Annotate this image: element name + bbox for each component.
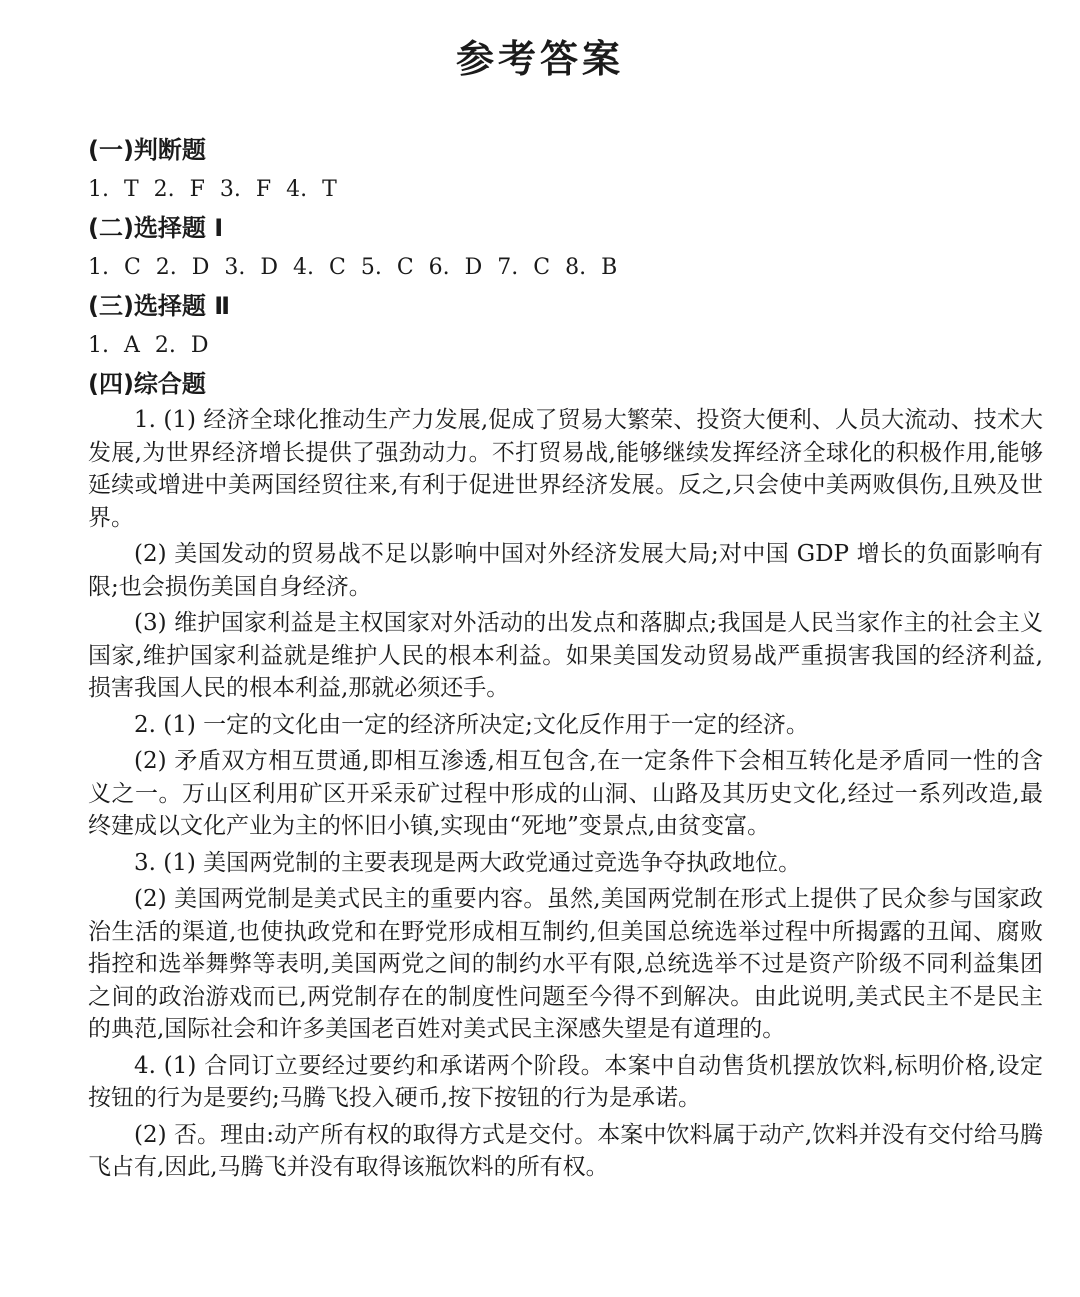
answer-paragraph: (2) 美国两党制是美式民主的重要内容。虽然,美国两党制在形式上提供了民众参与国家政治生活的渠道,也使执政党和在野党形成相互制约,但美国总统选举过程中所揭露的丑闻、腐败指控和选举舞弊等表明,美国两党之间的制约水平有限,总统选举不过是资产阶级不同利益集团之间的政治游戏而已,两党制存在的制度性问题至今得不到解决。由此说明,美式民主不是民主的典范,国际社会和许多美国老百姓对美式民主深感失望是有道理的。 xyxy=(88,886,1043,1042)
answer-paragraph: 2. (1) 一定的文化由一定的经济所决定;文化反作用于一定的经济。 xyxy=(134,711,809,738)
section-heading-choice-2: (三)选择题 Ⅱ xyxy=(88,292,231,320)
section-heading-judgment: (一)判断题 xyxy=(88,136,206,164)
answer-paragraph: (2) 否。理由:动产所有权的取得方式是交付。本案中饮料属于动产,饮料并没有交付给马腾飞占有,因此,马腾飞并没有取得该瓶饮料的所有权。 xyxy=(88,1121,1043,1180)
answer-content xyxy=(88,131,1043,1188)
choice-2-answers: 1. A 2. D xyxy=(88,333,209,358)
page-title: 参考答案 xyxy=(455,37,624,81)
answer-paragraph: 3. (1) 美国两党制的主要表现是两大政党通过竞选争夺执政地位。 xyxy=(134,849,802,876)
section-heading-comprehensive: (四)综合题 xyxy=(88,370,206,398)
answer-paragraph: 1. (1) 经济全球化推动生产力发展,促成了贸易大繁荣、投资大便利、人员大流动、技术大发展,为世界经济增长提供了强劲动力。不打贸易战,能够继续发挥经济全球化的积极作用,能够延续或增进中美两国经贸往来,有利于促进世界经济发展。反之,只会使中美两败俱伤,且殃及世界。 xyxy=(88,407,1043,531)
judgment-answers: 1. T 2. F 3. F 4. T xyxy=(88,177,337,202)
answer-paragraph: (2) 美国发动的贸易战不足以影响中国对外经济发展大局;对中国 GDP 增长的负面影响有限;也会损伤美国自身经济。 xyxy=(88,541,1043,600)
answer-paragraph: 4. (1) 合同订立要经过要约和承诺两个阶段。本案中自动售货机摆放饮料,标明价格,设定按钮的行为是要约;马腾飞投入硬币,按下按钮的行为是承诺。 xyxy=(88,1052,1043,1111)
choice-1-answers: 1. C 2. D 3. D 4. C 5. C 6. D 7. C 8. B xyxy=(88,255,618,280)
answer-paragraph: (3) 维护国家利益是主权国家对外活动的出发点和落脚点;我国是人民当家作主的社会主义国家,维护国家利益就是维护人民的根本利益。如果美国发动贸易战严重损害我国的经济利益,损害我国人民的根本利益,那就必须还手。 xyxy=(88,610,1043,701)
section-heading-choice-1: (二)选择题 I xyxy=(88,214,224,242)
answer-paragraph: (2) 矛盾双方相互贯通,即相互渗透,相互包含,在一定条件下会相互转化是矛盾同一性的含义之一。万山区利用矿区开采汞矿过程中形成的山洞、山路及其历史文化,经过一系列改造,最终建成以文化产业为主的怀旧小镇,实现由“死地”变景点,由贫变富。 xyxy=(88,748,1043,839)
